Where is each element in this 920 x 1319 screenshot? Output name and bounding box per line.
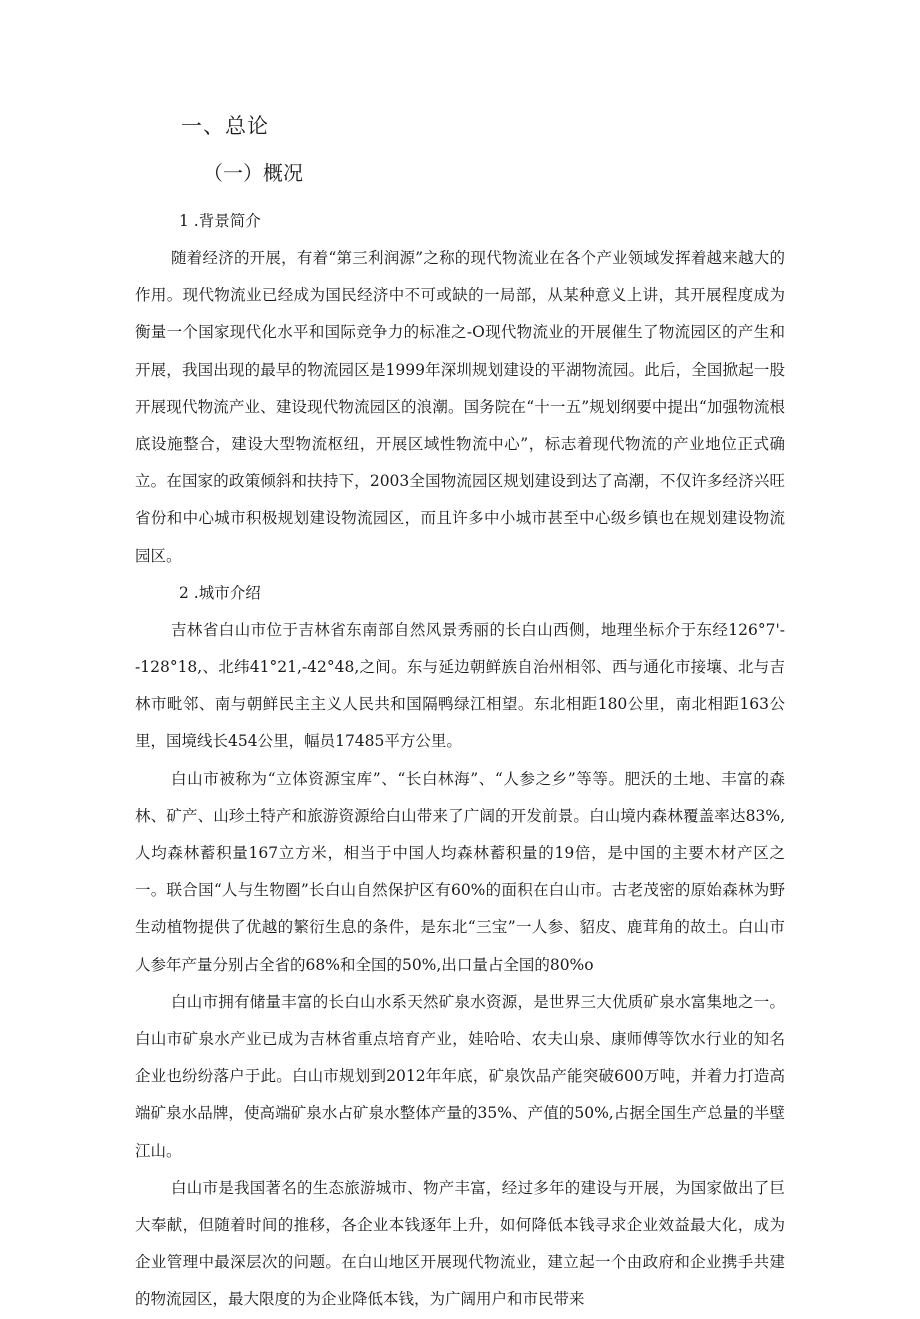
paragraph-mineral-water: 白山市拥有储量丰富的长白山水系天然矿泉水资源，是世界三大优质矿泉水富集地之一。白山市矿泉水产业已成为吉林省重点培育产业，娃哈哈、农夫山泉、康师傅等饮水行业的知名企业也纷纷落户于此。白山市规划到2012年年底，矿泉饮品产能突破600万吨，并着力打造高端矿泉水品牌，使高端矿泉水占矿泉水整体产量的35%、产值的50%,占据全国生产总量的半壁江山。 [135, 992, 785, 1160]
paragraph-background: 随着经济的开展，有着“第三利润源”之称的现代物流业在各个产业领域发挥着越来越大的作用。现代物流业已经成为国民经济中不可或缺的一局部，从某种意义上讲，其开展程度成为衡量一个国家现代化水平和国际竞争力的标准之-O现代物流业的开展催生了物流园区的产生和开展，我国出现的最早的物流园区是1999年深圳规划建设的平湖物流园。此后，全国掀起一股开展现代物流产业、建设现代物流园区的浪潮。国务院在“十一五”规划纲要中提出“加强物流根底设施整合，建设大型物流枢纽，开展区域性物流中心”，标志着现代物流的产业地位正式确立。在国家的政策倾斜和扶持下，2003全国物流园区规划建设到达了高潮，不仅许多经济兴旺省份和中心城市积极规划建设物流园区，而且许多中小城市甚至中心级乡镇也在规划建设物流园区。 [135, 249, 785, 565]
subsection-title: （一）概况 [203, 161, 303, 185]
paragraph-logistics-need: 白山市是我国著名的生态旅游城市、物产丰富，经过多年的建设与开展，为国家做出了巨大奉献，但随着时间的推移，各企业本钱逐年上升，如何降低本钱寻求企业效益最大化，成为企业管理中最深层次的问题。在白山地区开展现代物流业，建立起一个由政府和企业携手共建的物流园区，最大限度的为企业降低本钱，为广阔用户和市民带来 [135, 1178, 785, 1309]
paragraph-city-resources: 白山市被称为“立体资源宝库”、“长白林海”、“人参之乡”等等。肥沃的土地、丰富的森林、矿产、山珍土特产和旅游资源给白山带来了广阔的开发前景。白山境内森林覆盖率达83%,人均森林蓄积量167立方米，相当于中国人均森林蓄积量的19倍，是中国的主要木材产区之一。联合国“人与生物圈”长白山自然保护区有60%的面积在白山市。古老茂密的原始森林为野生动植物提供了优越的繁衍生息的条件，是东北“三宝”一人参、貂皮、鹿茸角的故土。白山市人参年产量分别占全省的68%和全国的50%,出口量占全国的80%o [135, 769, 785, 974]
section-title: 一、总论 [181, 114, 269, 138]
subheading-city: 2 .城市介绍 [179, 583, 261, 602]
subheading-background: 1 .背景简介 [179, 212, 261, 230]
paragraph-city-location: 吉林省白山市位于吉林省东南部自然风景秀丽的长白山西侧，地理坐标介于东经126°7'--128°18,、北纬41°21,-42°48,之间。东与延边朝鲜族自治州相邻、西与通化市接壤、北与吉林市毗邻、南与朝鲜民主主义人民共和国隔鸭绿江相望。东北相距180公里，南北相距163公里，国境线长454公里，幅员17485平方公里。 [135, 620, 785, 751]
body-text [135, 203, 785, 1319]
